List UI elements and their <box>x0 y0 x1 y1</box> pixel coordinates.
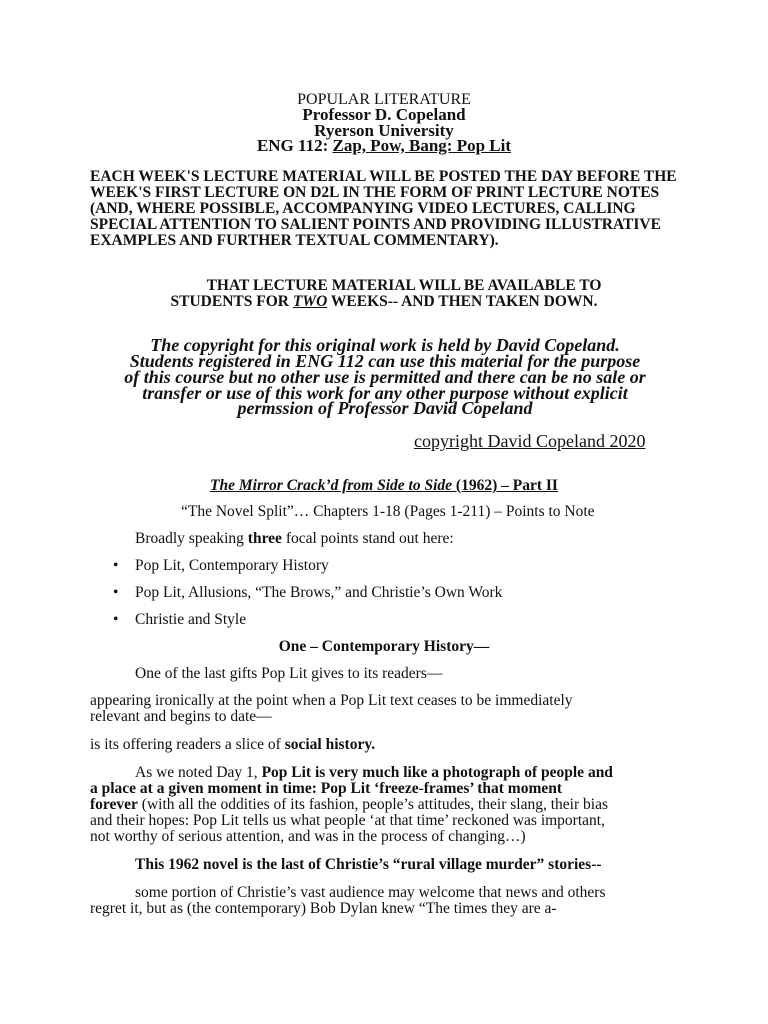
bullet-dot: • <box>113 584 119 601</box>
course-subtitle: Zap, Pow, Bang: Pop Lit <box>332 136 512 155</box>
bullet-dot: • <box>113 557 119 574</box>
p4-bold-forever: forever <box>90 796 138 813</box>
header-professor: Professor D. Copeland <box>302 105 466 124</box>
copyright-line-1: The copyright for this original work is held by David Copeland. <box>150 335 620 355</box>
lecture-title-italic: The Mirror Crack’d from Side to Side <box>210 477 453 494</box>
availability-emphasis: TWO <box>292 293 328 310</box>
notice-paragraph: EACH WEEK'S LECTURE MATERIAL WILL BE POSTED THE DAY BEFORE THE WEEK'S FIRST LECTURE ON D2L IN THE FORM OF PRINT LECTURE NOTES (AND, WHERE POSSIBLE, ACCOMPANYING VIDEO LECTURES, CALLING SPECIAL ATTENTION TO SALIENT POINTS AND PROVIDING ILLUSTRATIVE EXAMPLES AND FURTHER TEXTUAL COMMENTARY). <box>90 168 677 249</box>
p3-bold: social history. <box>284 736 376 753</box>
paragraph-6-line-1: some portion of Christie’s vast audience may welcome that news and others <box>135 884 606 901</box>
course-code: ENG 112: <box>256 136 333 155</box>
copyright-line-4: transfer or use of this work for any other purpose without explicit <box>142 383 628 403</box>
paragraph-2-line-2: relevant and begins to date— <box>90 708 272 725</box>
paragraph-6-line-2: regret it, but as (the contemporary) Bob Dylan knew “The times they are a- <box>90 900 557 917</box>
paragraph-1: One of the last gifts Pop Lit gives to its readers— <box>135 665 443 682</box>
bullet-text: Pop Lit, Contemporary History <box>135 557 329 574</box>
p3-pre: is its offering readers a slice of <box>90 736 285 753</box>
paragraph-4-line-4: and their hopes: Pop Lit tells us what people ‘at that time’ reckoned was important, <box>90 812 605 829</box>
paragraph-5: This 1962 novel is the last of Christie’s “rural village murder” stories-- <box>135 856 602 873</box>
copyright-line-5: permssion of Professor David Copeland <box>237 398 533 418</box>
p4-pre: As we noted Day 1, <box>135 764 262 781</box>
availability-post: WEEKS-- AND THEN TAKEN DOWN. <box>327 293 598 310</box>
p4-bold-1: Pop Lit is very much like a photograph of people and <box>261 764 613 781</box>
header-course-title <box>0 138 768 154</box>
bullet-dot: • <box>113 611 119 628</box>
copyright-line-3: of this course but no other use is permitted and there can be no sale or <box>124 367 646 387</box>
intro-post: focal points stand out here: <box>281 530 454 547</box>
paragraph-4-line-5: not worthy of serious attention, and was in the process of changing…) <box>90 828 526 845</box>
p4-rest: (with all the oddities of its fashion, people’s attitudes, their slang, their bias <box>137 796 608 813</box>
lecture-subtitle: “The Novel Split”… Chapters 1-18 (Pages 1-211) – Points to Note <box>181 503 595 520</box>
lecture-title-rest: (1962) – Part II <box>452 477 558 494</box>
bullet-text: Christie and Style <box>135 611 247 628</box>
availability-pre: STUDENTS FOR <box>170 293 293 310</box>
lecture-title <box>0 478 768 494</box>
paragraph-2-line-1: appearing ironically at the point when a Pop Lit text ceases to be immediately <box>90 692 573 709</box>
availability-line-2 <box>0 294 768 310</box>
header-university: Ryerson University <box>314 121 454 140</box>
paragraph-4-line-2: a place at a given moment in time: Pop Lit ‘freeze-frames’ that moment <box>90 780 563 797</box>
paragraph-4-line-1 <box>135 765 613 781</box>
paragraph-4-line-3 <box>90 797 608 813</box>
header-course-name: POPULAR LITERATURE <box>297 91 471 108</box>
copyright-line-2: Students registered in ENG 112 can use this material for the purpose <box>129 351 641 371</box>
copyright-notice: copyright David Copeland 2020 <box>414 431 646 451</box>
intro-line <box>135 531 454 547</box>
intro-bold: three <box>247 530 282 547</box>
paragraph-3 <box>90 737 375 753</box>
availability-line-1: THAT LECTURE MATERIAL WILL BE AVAILABLE TO <box>206 277 602 294</box>
bullet-text: Pop Lit, Allusions, “The Brows,” and Christie’s Own Work <box>135 584 503 601</box>
intro-pre: Broadly speaking <box>135 530 248 547</box>
section-heading: One – Contemporary History— <box>278 638 490 655</box>
